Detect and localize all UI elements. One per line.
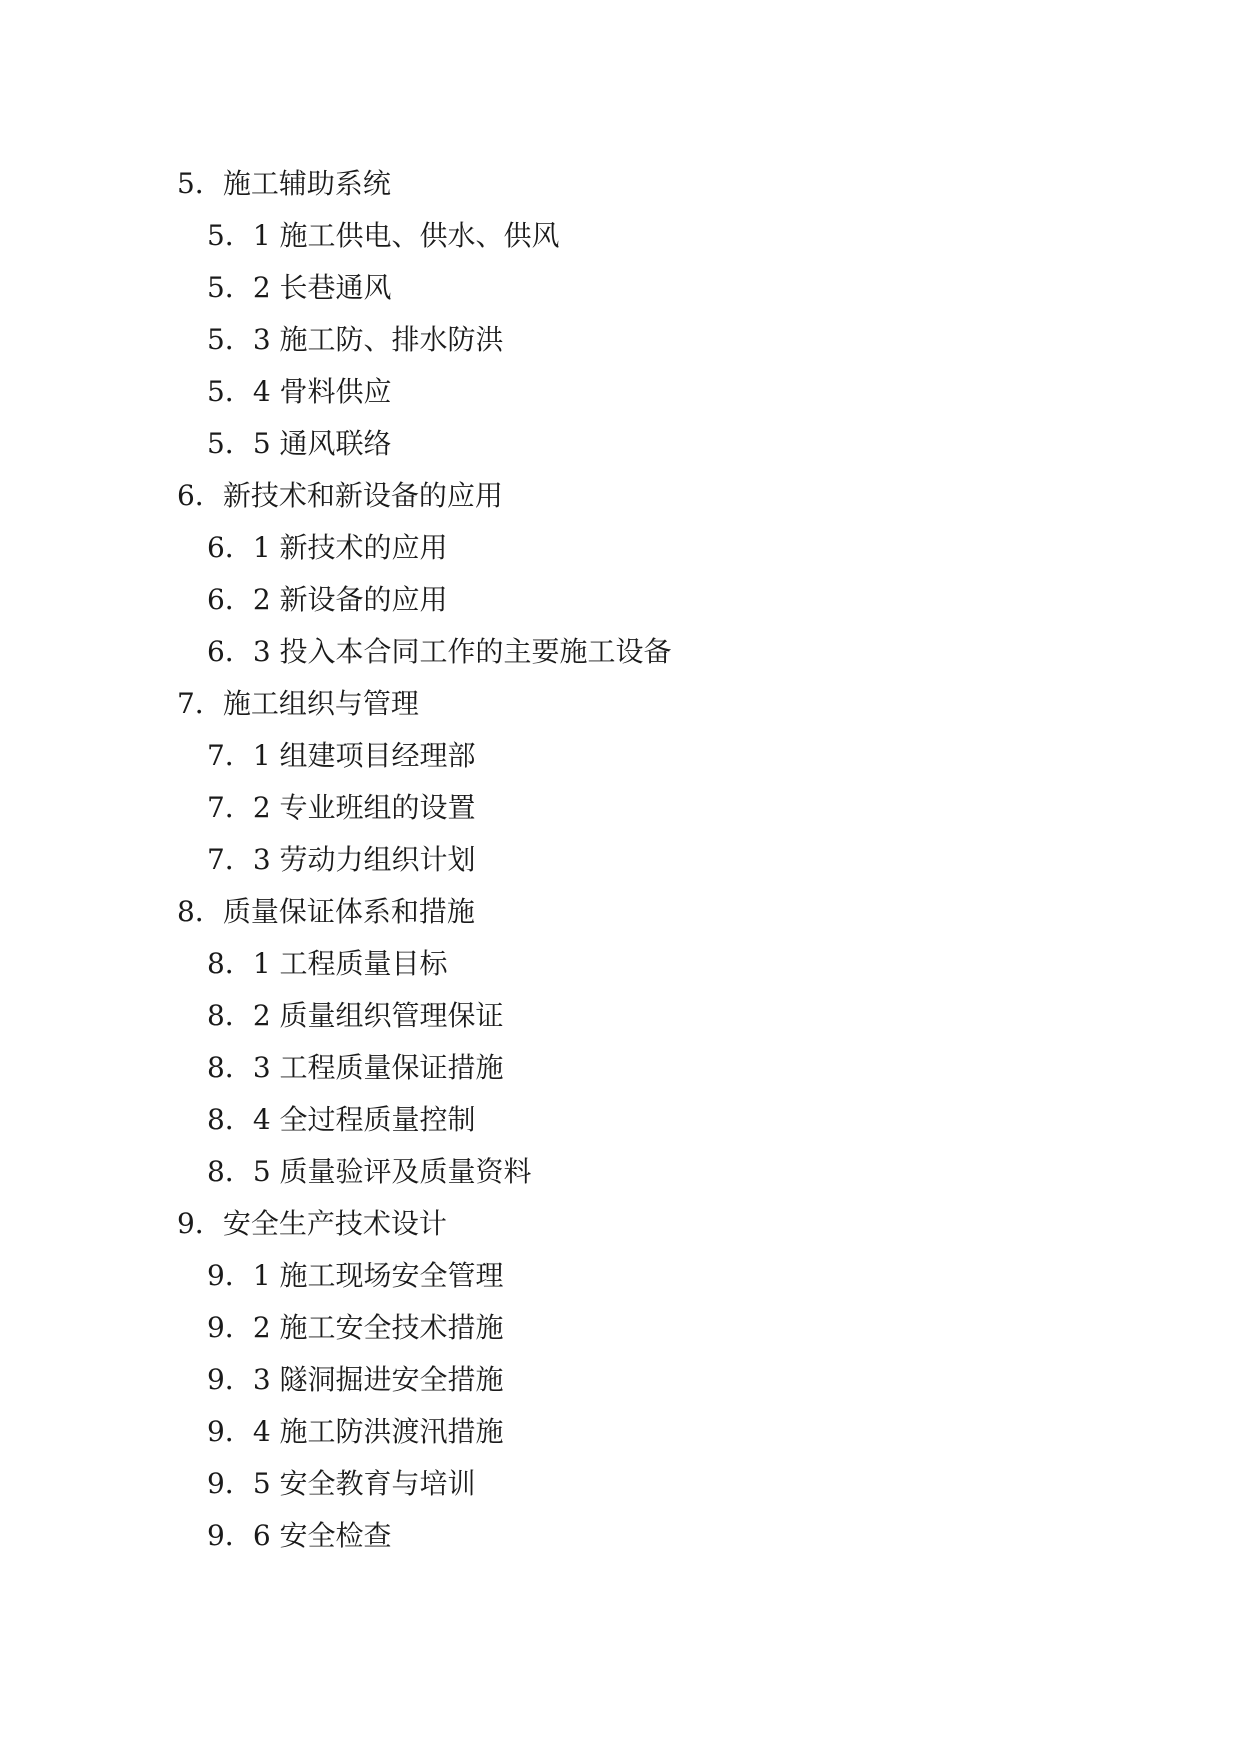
toc-subsection-item: 5．1 施工供电、供水、供风 (207, 219, 560, 252)
table-of-contents (177, 158, 672, 1562)
toc-subsection-item: 6．2 新设备的应用 (207, 583, 448, 616)
toc-subsection-item: 7．2 专业班组的设置 (207, 791, 476, 824)
toc-subsection-item: 9．4 施工防洪渡汛措施 (207, 1415, 504, 1448)
toc-subsection-item: 9．6 安全检查 (207, 1519, 392, 1552)
toc-subsection-item: 6．3 投入本合同工作的主要施工设备 (207, 635, 672, 668)
toc-subsection-item: 5．4 骨料供应 (207, 375, 392, 408)
toc-subsection-item: 8．4 全过程质量控制 (207, 1103, 476, 1136)
toc-subsection-item: 8．1 工程质量目标 (207, 947, 448, 980)
toc-subsection-item: 7．1 组建项目经理部 (207, 739, 476, 772)
toc-subsection-item: 8．3 工程质量保证措施 (207, 1051, 504, 1084)
toc-subsection-item: 9．5 安全教育与培训 (207, 1467, 476, 1500)
toc-subsection-item: 8．5 质量验评及质量资料 (207, 1155, 532, 1188)
toc-subsection-item: 7．3 劳动力组织计划 (207, 843, 476, 876)
toc-subsection-item: 5．3 施工防、排水防洪 (207, 323, 504, 356)
toc-subsection-item: 5．2 长巷通风 (207, 271, 392, 304)
toc-section-heading: 9．安全生产技术设计 (177, 1207, 447, 1240)
toc-subsection-item: 5．5 通风联络 (207, 427, 392, 460)
toc-subsection-item: 8．2 质量组织管理保证 (207, 999, 504, 1032)
toc-section-heading: 8．质量保证体系和措施 (177, 895, 475, 928)
toc-subsection-item: 9．2 施工安全技术措施 (207, 1311, 504, 1344)
toc-section-heading: 6．新技术和新设备的应用 (177, 479, 503, 512)
toc-section-heading: 5．施工辅助系统 (177, 167, 391, 200)
toc-subsection-item: 6．1 新技术的应用 (207, 531, 448, 564)
toc-subsection-item: 9．3 隧洞掘进安全措施 (207, 1363, 504, 1396)
toc-subsection-item: 9．1 施工现场安全管理 (207, 1259, 504, 1292)
toc-section-heading: 7．施工组织与管理 (177, 687, 419, 720)
